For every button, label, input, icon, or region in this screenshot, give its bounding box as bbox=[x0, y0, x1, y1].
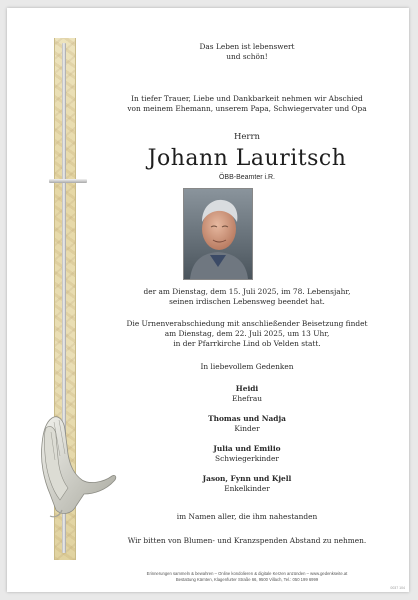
deceased-name: Johann Lauritsch bbox=[147, 146, 347, 171]
intro-text bbox=[93, 94, 401, 114]
in-memory-heading: In liebevollem Gedenken bbox=[200, 362, 294, 371]
intro-line: In tiefer Trauer, Liebe und Dankbarkeit nehmen wir Abschied bbox=[131, 94, 363, 103]
intro-line: von meinem Ehemann, unserem Papa, Schwiegervater und Opa bbox=[127, 104, 367, 113]
family-entry bbox=[93, 474, 401, 494]
family-names: Jason, Fynn und Kjell bbox=[202, 474, 292, 483]
cross-horizontal-bar bbox=[49, 179, 87, 183]
family-names: Julia und Emilio bbox=[213, 444, 281, 453]
obituary-text-column bbox=[93, 8, 401, 592]
family-role: Ehefrau bbox=[232, 394, 262, 403]
family-role: Enkelkinder bbox=[224, 484, 270, 493]
funeral-details bbox=[93, 319, 401, 349]
date-of-death-text bbox=[93, 287, 401, 307]
occupation: ÖBB-Beamter i.R. bbox=[218, 174, 275, 181]
motto bbox=[93, 42, 401, 62]
funeral-line: Die Urnenverabschiedung mit anschließender Beisetzung findet bbox=[126, 319, 368, 328]
family-names: Thomas und Nadja bbox=[208, 414, 286, 423]
lived-line: der am Dienstag, dem 15. Juli 2025, im 78. Lebensjahr, bbox=[143, 287, 351, 296]
funeral-line: in der Pfarrkirche Lind ob Velden statt. bbox=[173, 339, 321, 348]
obituary-sheet bbox=[7, 8, 409, 592]
on-behalf-text: im Namen aller, die ihm nahestanden bbox=[176, 512, 318, 521]
family-role: Schwiegerkinder bbox=[215, 454, 279, 463]
portrait-photo bbox=[183, 188, 253, 280]
funeral-line: am Dienstag, dem 22. Juli 2025, um 13 Uhr, bbox=[164, 329, 330, 338]
family-entry bbox=[93, 444, 401, 464]
family-entry bbox=[93, 414, 401, 434]
motto-line: und schön! bbox=[226, 52, 268, 61]
family-role: Kinder bbox=[234, 424, 260, 433]
print-code: 0037 104 bbox=[390, 586, 405, 590]
lived-line: seinen irdischen Lebensweg beendet hat. bbox=[169, 297, 325, 306]
no-flowers-request: Wir bitten von Blumen- und Kranzspenden Abstand zu nehmen. bbox=[127, 536, 367, 545]
footer-line: Erinnerungen sammeln & bewahren – Online kondolieren & digitale Kerzen anzünden – www.gedenkseite.at bbox=[146, 571, 348, 576]
motto-line: Das Leben ist lebenswert bbox=[199, 42, 295, 51]
family-names: Heidi bbox=[235, 384, 259, 393]
family-entry bbox=[93, 384, 401, 404]
footer-line: Bestattung Kärnten, Klagenfurter Straße 66, 9500 Villach, Tel.: 050 199 6999 bbox=[175, 576, 319, 582]
footer-info bbox=[93, 571, 401, 582]
salutation: Herrn bbox=[233, 132, 261, 142]
